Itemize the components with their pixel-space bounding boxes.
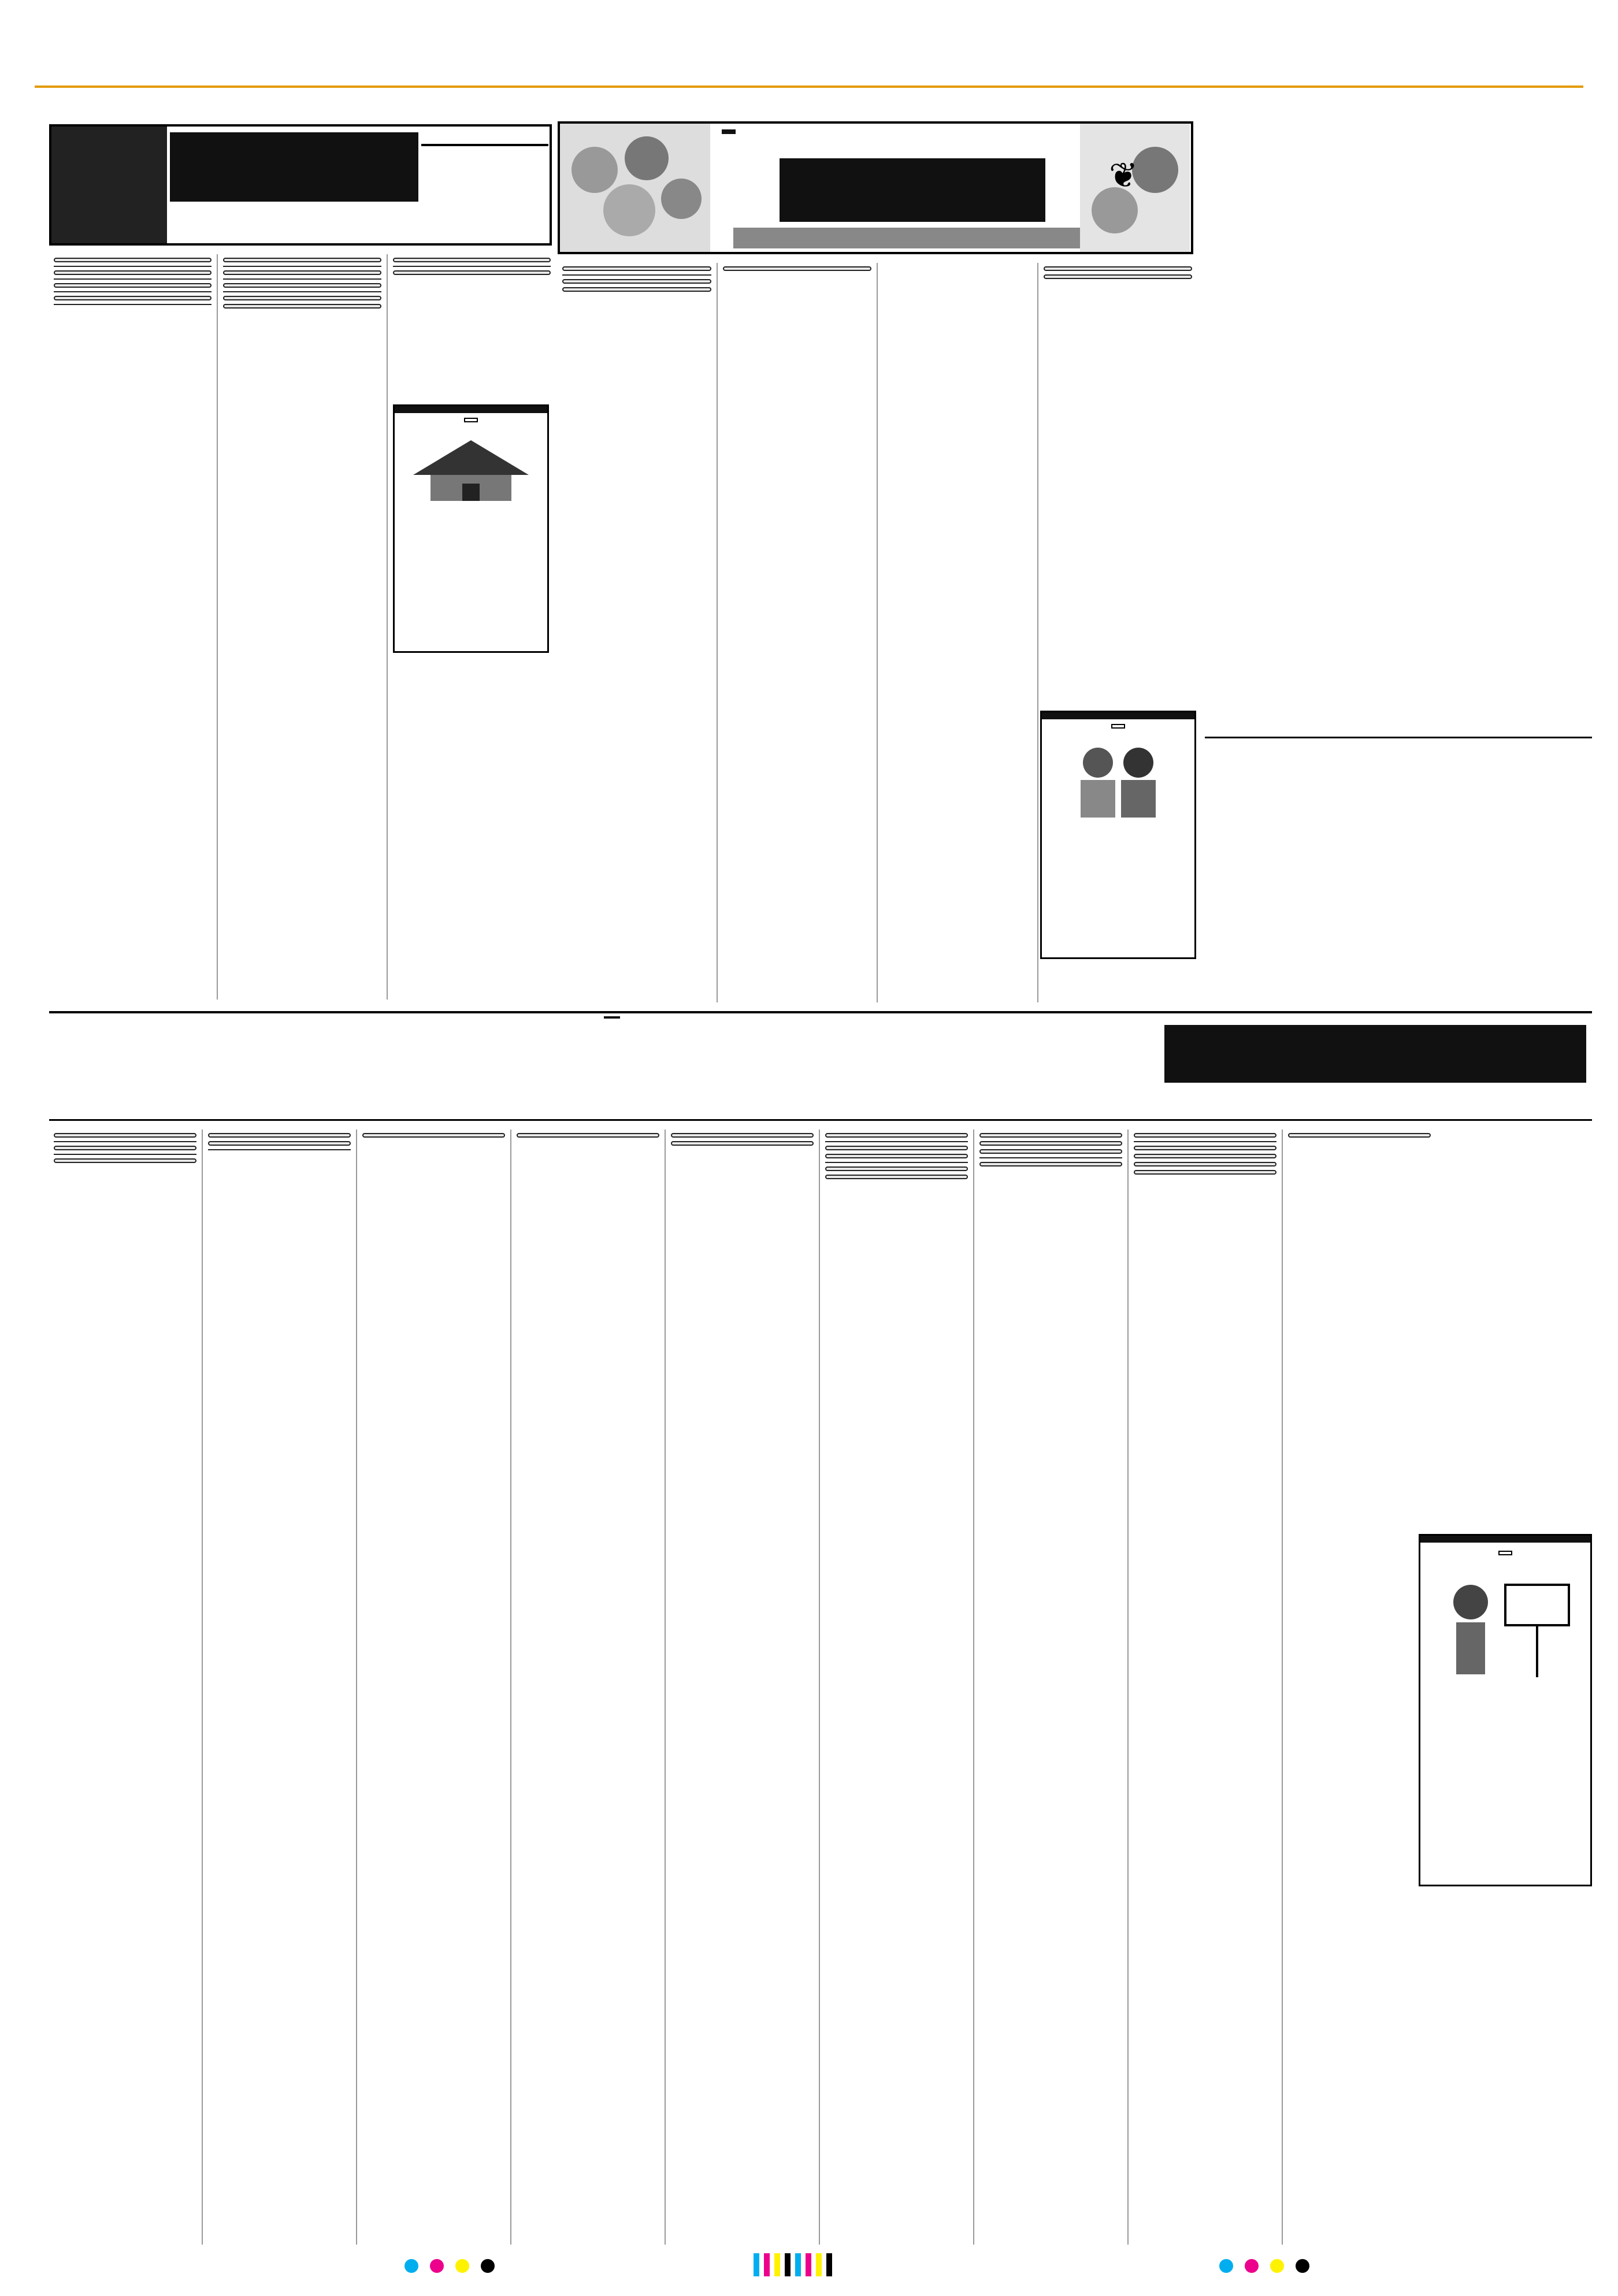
ad-column bbox=[878, 263, 1037, 1002]
category-heading bbox=[54, 258, 211, 262]
classifieds-banner bbox=[49, 1011, 1592, 1121]
box-label bbox=[464, 418, 478, 422]
header-rule bbox=[35, 86, 1583, 88]
column-divider bbox=[1282, 1130, 1283, 2245]
matri-title bbox=[780, 158, 1045, 222]
category-heading bbox=[671, 1133, 814, 1138]
category-heading bbox=[979, 1141, 1122, 1146]
category-heading bbox=[208, 1141, 351, 1146]
category-heading bbox=[1288, 1133, 1431, 1138]
sub-heading bbox=[562, 274, 711, 276]
category-heading bbox=[825, 1133, 968, 1138]
column-divider bbox=[202, 1130, 203, 2245]
category-heading bbox=[54, 296, 211, 300]
category-heading bbox=[562, 279, 711, 284]
ad-column bbox=[49, 1130, 201, 2245]
ad-column bbox=[718, 263, 877, 1002]
house-icon bbox=[402, 434, 540, 504]
prime-property-title bbox=[170, 132, 418, 202]
matri-brand bbox=[722, 129, 736, 134]
flower-art-right bbox=[1080, 124, 1190, 252]
prime-brand bbox=[421, 144, 548, 146]
matrimonial-box bbox=[1040, 711, 1196, 959]
svg-text:❦: ❦ bbox=[1109, 155, 1138, 196]
ad-column bbox=[358, 1130, 510, 2245]
category-heading bbox=[54, 283, 211, 288]
ad-column bbox=[666, 1130, 818, 2245]
category-heading bbox=[54, 270, 211, 275]
news-auto-body bbox=[1205, 743, 1592, 916]
matri-en bbox=[733, 228, 1092, 248]
category-heading bbox=[223, 270, 381, 275]
category-heading bbox=[223, 283, 381, 288]
jobs-sign-icon bbox=[1430, 1567, 1580, 1683]
category-heading bbox=[54, 1133, 196, 1138]
category-heading bbox=[825, 1175, 968, 1179]
category-heading bbox=[825, 1146, 968, 1150]
sub-heading bbox=[54, 1141, 196, 1142]
ad-column bbox=[203, 1130, 355, 2245]
couple-icon bbox=[1049, 740, 1187, 820]
classifieds-title bbox=[587, 1036, 1118, 1117]
category-heading bbox=[1134, 1170, 1276, 1175]
sub-heading bbox=[208, 1149, 351, 1150]
category-heading bbox=[671, 1141, 814, 1146]
category-heading bbox=[517, 1133, 659, 1138]
category-heading bbox=[562, 287, 711, 292]
category-heading bbox=[979, 1149, 1122, 1154]
column-divider bbox=[356, 1130, 357, 2245]
sub-heading bbox=[54, 278, 211, 280]
category-heading bbox=[1134, 1133, 1276, 1138]
flower-icon bbox=[1080, 124, 1190, 252]
news-capex bbox=[1205, 121, 1592, 734]
ad-column bbox=[975, 1130, 1127, 2245]
category-heading bbox=[362, 1133, 505, 1138]
sub-heading bbox=[54, 304, 211, 305]
category-heading bbox=[1134, 1162, 1276, 1166]
category-heading bbox=[223, 258, 381, 262]
sub-heading bbox=[223, 278, 381, 280]
job-box-brand bbox=[1420, 1536, 1590, 1543]
category-heading bbox=[562, 266, 711, 271]
registration-dots-right bbox=[1214, 2259, 1315, 2275]
news-auto bbox=[1205, 737, 1592, 1002]
category-heading bbox=[979, 1133, 1122, 1138]
category-heading bbox=[208, 1133, 351, 1138]
category-heading bbox=[1134, 1154, 1276, 1158]
column-divider bbox=[1037, 263, 1038, 1002]
category-heading bbox=[223, 296, 381, 300]
column-divider bbox=[1127, 1130, 1129, 2245]
column-divider bbox=[510, 1130, 511, 2245]
ad-column bbox=[512, 1130, 664, 2245]
category-heading bbox=[54, 1146, 196, 1150]
category-heading bbox=[979, 1162, 1122, 1166]
column-divider bbox=[387, 254, 388, 1000]
flower-icon bbox=[560, 124, 710, 252]
ad-column bbox=[821, 1130, 973, 2245]
category-heading bbox=[825, 1154, 968, 1158]
sub-heading bbox=[54, 266, 211, 267]
prime-property-box bbox=[393, 404, 549, 653]
category-heading bbox=[1134, 1146, 1276, 1150]
registration-dots-left bbox=[399, 2259, 500, 2275]
sub-heading bbox=[1134, 1141, 1276, 1142]
column-divider bbox=[717, 263, 718, 1002]
registration-bars bbox=[751, 2253, 834, 2279]
news-capex-body bbox=[1205, 121, 1592, 595]
category-heading bbox=[723, 266, 872, 271]
category-heading bbox=[54, 1158, 196, 1163]
ad-column bbox=[218, 254, 385, 1000]
classifieds-brand bbox=[604, 1016, 620, 1019]
sub-heading bbox=[825, 1162, 968, 1163]
category-heading bbox=[393, 270, 551, 275]
ad-column bbox=[558, 263, 716, 1002]
ad-column bbox=[49, 254, 216, 1000]
classifieds-call bbox=[1164, 1025, 1586, 1083]
category-heading bbox=[223, 304, 381, 309]
sub-heading bbox=[54, 1154, 196, 1155]
ad-column bbox=[1129, 1130, 1281, 2245]
prime-property-banner bbox=[49, 124, 552, 246]
matri-box-brand bbox=[1042, 712, 1194, 719]
sub-heading bbox=[979, 1157, 1122, 1158]
job-box bbox=[1419, 1534, 1592, 1886]
category-heading bbox=[825, 1166, 968, 1171]
matrimonial-banner bbox=[558, 121, 1193, 254]
category-heading bbox=[1044, 274, 1193, 279]
matri-box-label bbox=[1111, 724, 1125, 729]
sub-heading bbox=[223, 291, 381, 292]
column-divider bbox=[819, 1130, 820, 2245]
sub-heading bbox=[54, 291, 211, 292]
flower-art-left bbox=[560, 124, 710, 252]
job-box-label bbox=[1498, 1551, 1512, 1555]
category-heading bbox=[393, 258, 551, 262]
box-brand bbox=[395, 406, 547, 413]
column-divider bbox=[973, 1130, 974, 2245]
column-divider bbox=[665, 1130, 666, 2245]
sub-heading bbox=[393, 266, 551, 267]
column-divider bbox=[217, 254, 218, 1000]
sub-heading bbox=[223, 266, 381, 267]
sub-heading bbox=[825, 1141, 968, 1142]
category-heading bbox=[1044, 266, 1193, 271]
ad-column bbox=[1283, 1130, 1435, 2245]
column-divider bbox=[877, 263, 878, 1002]
page-header bbox=[0, 0, 1618, 87]
classifieds-badge bbox=[51, 127, 167, 243]
